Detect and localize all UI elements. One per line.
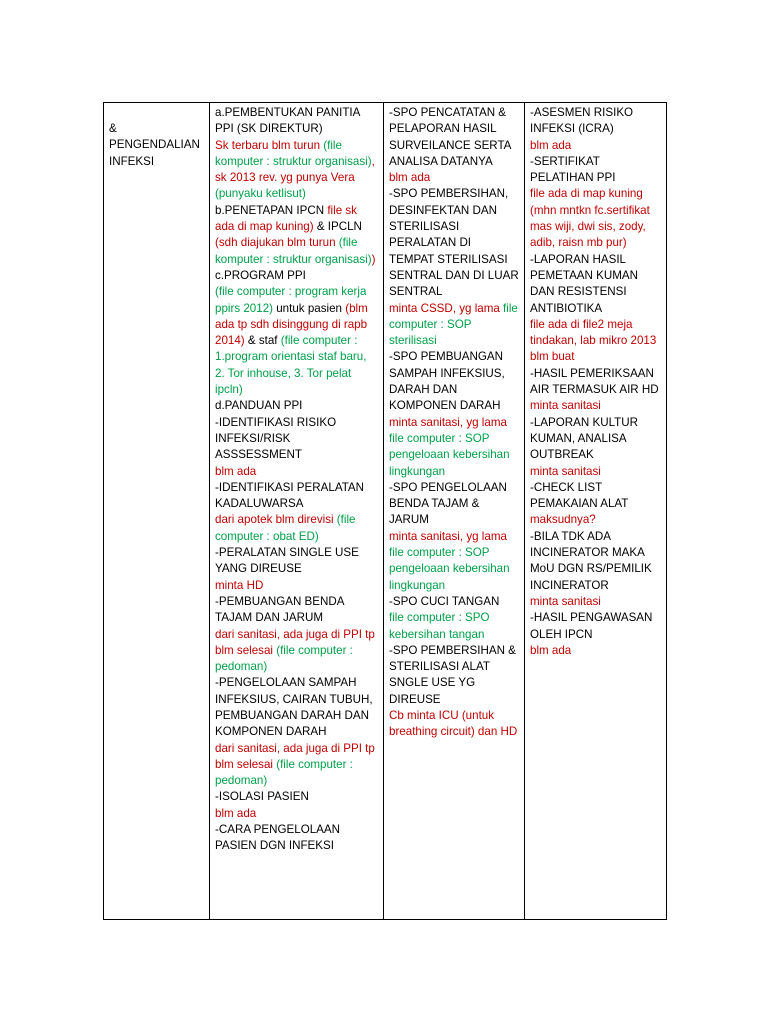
note-text-red: minta sanitasi, yg lama: [389, 529, 507, 543]
item-text: & IPCLN: [313, 220, 362, 234]
note-text-red: (untuk breathing circuit): [389, 708, 495, 739]
cell-paragraph: [215, 398, 378, 414]
cell-paragraph: [389, 301, 519, 350]
item-text: -PEMBUANGAN BENDA TAJAM DAN JARUM: [215, 594, 344, 625]
note-text-green: file computer : SOP pengeloaan kebersihan lingkungan: [389, 431, 510, 478]
item-text: -IDENTIFIKASI PERALATAN KADALUWARSA: [215, 480, 365, 511]
ppi-checklist-table: [103, 102, 667, 920]
cell-paragraph: [215, 627, 378, 676]
note-text-red: file ada di map kuning (mhn mntkn fc.sertifikat mas wiji, dwi sis, zody, adib, raisn mb pur): [530, 187, 650, 250]
item-text: -IDENTIFIKASI RISIKO INFEKSI/RISK ASSSESSMENT: [215, 415, 337, 462]
cell-paragraph: [215, 268, 378, 284]
cell-paragraph: [389, 480, 519, 529]
cell-paragraph: [215, 138, 378, 203]
item-text: -HASIL PENGAWASAN OLEH IPCN: [530, 611, 653, 641]
note-text-green: (file komputer : struktur organisasi): [215, 236, 372, 266]
note-text-red: (blm ada tp sdh disinggung di rapb 2014): [215, 301, 368, 348]
note-text-red: minta sanitasi: [530, 399, 601, 413]
cell-paragraph: [530, 610, 661, 643]
cell-paragraph: [215, 415, 378, 464]
note-text-red: dari sanitasi, ada juga di PPI tp blm selesai: [215, 741, 375, 771]
item-text: -LAPORAN KULTUR KUMAN, ANALISA OUTBREAK: [530, 415, 639, 462]
cell-paragraph: [530, 252, 661, 317]
cell-paragraph: [215, 578, 378, 594]
note-text-red: dan HD: [474, 725, 518, 739]
table-cell-documents: [525, 103, 667, 920]
cell-paragraph: [215, 480, 378, 513]
cell-paragraph: [389, 349, 519, 414]
table-cell-items: [210, 103, 384, 920]
note-text-green: (file computer : pedoman): [215, 757, 353, 788]
cell-paragraph: [389, 415, 519, 480]
item-text: -ISOLASI PASIEN: [215, 790, 309, 804]
cell-paragraph: [215, 512, 378, 545]
cell-paragraph: [530, 594, 661, 610]
note-text-green: (file computer : 1.program orientasi staf baru, 2. Tor inhouse, 3. Tor pelat ipcln): [215, 334, 367, 397]
item-text: &: [109, 122, 117, 135]
table-cell-spo: [384, 103, 525, 920]
cell-paragraph: [215, 741, 378, 790]
cell-paragraph: [530, 105, 661, 138]
item-text: -SERTIFIKAT PELATIHAN PPI: [530, 154, 616, 185]
note-text-red: (sdh diajukan blm turun: [215, 236, 339, 250]
table-row: [104, 103, 667, 920]
cell-paragraph: [215, 789, 378, 805]
note-text-red: minta sanitasi, yg lama: [389, 415, 507, 429]
item-text: -CARA PENGELOLAAN PASIEN DGN INFEKSI: [215, 823, 340, 853]
note-text-green: (file komputer : struktur organisasi): [215, 138, 372, 168]
note-text-red: dari apotek blm direvisi: [215, 513, 337, 527]
note-text-red: Sk terbaru blm turun: [215, 138, 324, 152]
cell-paragraph: [389, 708, 519, 741]
item-text: -BILA TDK ADA INCINERATOR MAKA MoU DGN RS/PEMILIK INCINERATOR: [530, 529, 652, 592]
cell-paragraph: [530, 512, 661, 528]
note-text-red: blm ada: [530, 643, 572, 657]
cell-paragraph: [215, 105, 378, 138]
note-text-red: blm ada: [215, 806, 257, 820]
note-text-red: ): [371, 252, 376, 266]
cell-paragraph: [530, 480, 661, 513]
item-text: -PERALATAN SINGLE USE YANG DIREUSE: [215, 546, 359, 576]
note-text-red: minta HD: [215, 578, 264, 592]
note-text-red: minta sanitasi: [530, 594, 601, 608]
cell-paragraph: [530, 154, 661, 187]
cell-paragraph: [215, 203, 378, 268]
note-text-red: minta CSSD, yg lama: [389, 301, 504, 315]
item-text: d.PANDUAN PPI: [215, 399, 303, 413]
cell-paragraph: [530, 138, 661, 154]
cell-paragraph: [389, 643, 519, 708]
table-cell-category: [104, 103, 210, 920]
cell-paragraph: [109, 137, 204, 170]
item-text: PENGENDALIAN INFEKSI: [109, 138, 200, 168]
note-text-green: file computer : SOP sterilisasi: [389, 301, 518, 348]
cell-paragraph: [215, 464, 378, 480]
item-text: -SPO PEMBUANGAN SAMPAH INFEKSIUS, DARAH DAN KOMPONEN DARAH: [389, 350, 505, 413]
note-text-red: maksudnya?: [530, 513, 596, 527]
cell-paragraph: [215, 675, 378, 740]
item-text: -SPO PENGELOLAAN BENDA TAJAM & JARUM: [389, 480, 507, 527]
note-text-green: (punyaku ketlisut): [215, 187, 306, 201]
note-text-red: , sk 2013 rev. yg punya Vera: [215, 154, 375, 185]
item-text: -CHECK LIST PEMAKAIAN ALAT: [530, 480, 629, 511]
cell-paragraph: [530, 643, 661, 659]
cell-paragraph: [215, 822, 378, 855]
note-text-red: minta sanitasi: [530, 464, 601, 478]
note-text-red: blm ada: [530, 138, 572, 152]
item-text: -SPO PEMBERSIHAN & STERILISASI ALAT SNGLE USE YG DIREUSE: [389, 643, 516, 706]
item-text: b.PENETAPAN IPCN: [215, 203, 328, 217]
item-text: & staf: [244, 334, 281, 348]
cell-paragraph: [530, 317, 661, 366]
note-text-red: file sk ada di map kuning): [215, 203, 357, 234]
item-text: a.PEMBENTUKAN PANITIA PPI (SK DIREKTUR): [215, 106, 360, 136]
item-text: -SPO PEMBERSIHAN, DESINFEKTAN DAN STERILISASI PERALATAN DI TEMPAT STERILISASI SENTRAL DAN DI LUAR SENTRAL: [389, 187, 519, 299]
cell-paragraph: [215, 284, 378, 398]
cell-paragraph: [215, 594, 378, 627]
cell-paragraph: [530, 366, 661, 399]
cell-paragraph: [530, 186, 661, 251]
item-text: -ASESMEN RISIKO INFEKSI (ICRA): [530, 106, 634, 136]
note-text-red: dari sanitasi, ada juga di PPI tp blm selesai: [215, 627, 375, 657]
note-text-red: Cb minta ICU: [389, 708, 462, 722]
cell-paragraph: [389, 170, 519, 186]
cell-paragraph: [215, 806, 378, 822]
item-text: -SPO CUCI TANGAN: [389, 594, 500, 608]
cell-paragraph: [530, 415, 661, 464]
cell-paragraph: [530, 464, 661, 480]
cell-paragraph: [109, 121, 204, 137]
cell-paragraph: [389, 186, 519, 300]
note-text-red: file ada di file2 meja tindakan, lab mikro 2013 blm buat: [530, 317, 657, 364]
note-text-red: blm ada: [389, 171, 431, 185]
note-text-green: file computer : SPO kebersihan tangan: [389, 611, 490, 641]
cell-paragraph: [389, 105, 519, 170]
note-text-green: (file computer : pedoman): [215, 643, 353, 674]
note-text-green: file computer : SOP pengeloaan kebersihan lingkungan: [389, 546, 510, 592]
cell-paragraph: [389, 594, 519, 610]
item-text: -LAPORAN HASIL PEMETAAN KUMAN DAN RESISTENSI ANTIBIOTIKA: [530, 252, 639, 315]
cell-paragraph: [530, 529, 661, 594]
item-text: -HASIL PEMERIKSAAN AIR TERMASUK AIR HD: [530, 366, 659, 397]
item-text: untuk pasien: [273, 301, 346, 315]
note-text-green: (file computer : obat ED): [215, 513, 356, 543]
note-text-red: blm ada: [215, 464, 257, 478]
item-text: c.PROGRAM PPI: [215, 268, 306, 282]
cell-paragraph: [530, 398, 661, 414]
cell-paragraph: [389, 610, 519, 643]
item-text: -PENGELOLAAN SAMPAH INFEKSIUS, CAIRAN TUBUH, PEMBUANGAN DARAH DAN KOMPONEN DARAH: [215, 676, 373, 739]
cell-paragraph: [215, 545, 378, 578]
item-text: -SPO PENCATATAN & PELAPORAN HASIL SURVEILANCE SERTA ANALISA DATANYA: [389, 106, 511, 168]
cell-paragraph: [389, 529, 519, 594]
note-text-green: (file computer : program kerja ppirs 2012): [215, 285, 367, 315]
